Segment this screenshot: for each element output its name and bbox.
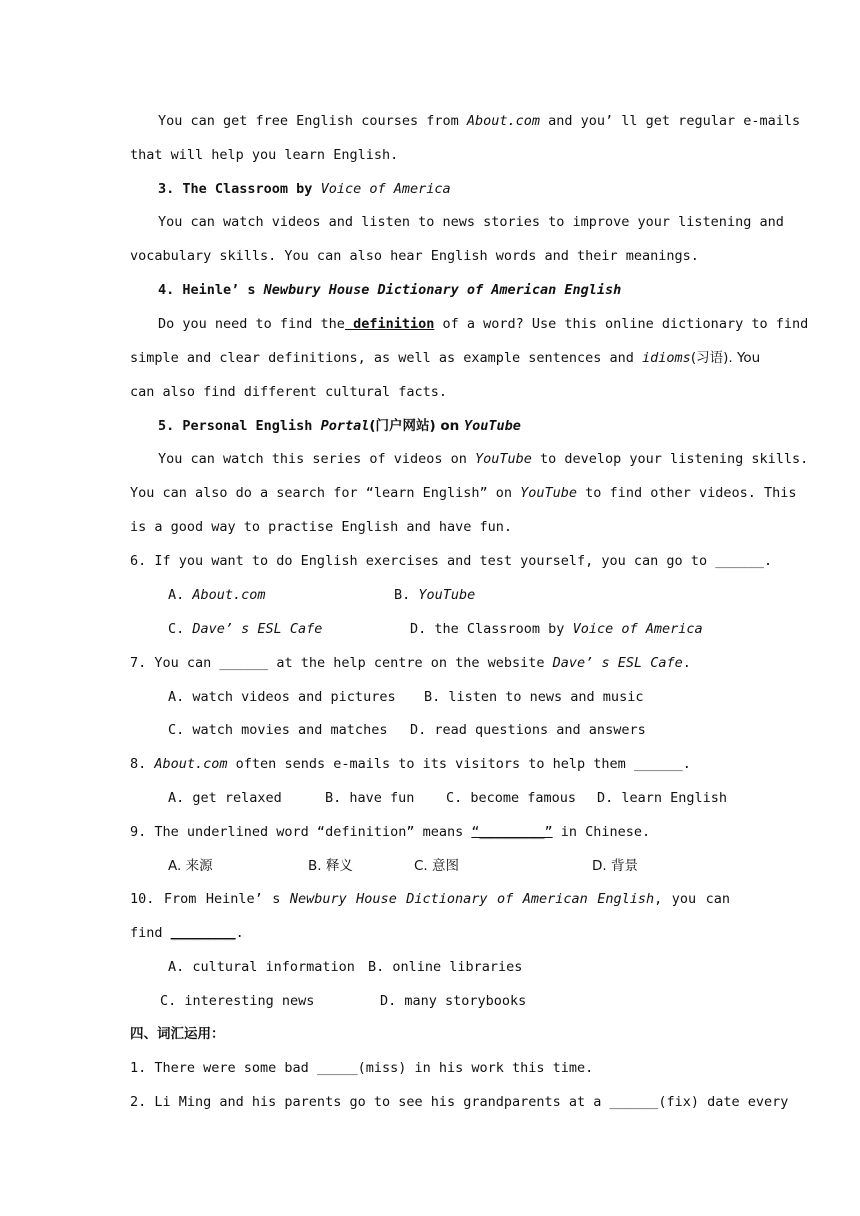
question-7-option-d: D. read questions and answers [410, 722, 646, 738]
question-8-option-a: A. get relaxed [168, 790, 282, 806]
website-heading-3: 3. The Classroom by Voice of America [158, 181, 451, 197]
question-8-option-b: B. have fun [325, 790, 415, 806]
question-10-option-a: A. cultural information [168, 959, 355, 975]
question-10-stem-line-2: find ________. [130, 925, 244, 941]
question-8-option-d: D. learn English [597, 790, 728, 806]
question-10-option-c: C. interesting news [160, 993, 315, 1009]
passage-paragraph-3-line-2: vocabulary skills. You can also hear English words and their meanings. [130, 248, 699, 264]
question-7-option-a: A. watch videos and pictures [168, 689, 396, 705]
question-6-option-d: D. the Classroom by Voice of America [410, 621, 703, 637]
passage-paragraph-5-line-2: You can also do a search for “learn English” on YouTube to find other videos. This [130, 485, 797, 501]
question-6-option-a: A. About.com [168, 587, 266, 603]
question-10-stem-line-1: 10. From Heinle’ s Newbury House Dictionary of American English, you can [130, 891, 730, 907]
question-6-option-b: B. YouTube [394, 587, 476, 603]
question-6-stem: 6. If you want to do English exercises and test yourself, you can go to ______. [130, 553, 773, 569]
passage-paragraph-3-line-1: You can watch videos and listen to news stories to improve your listening and [158, 214, 784, 230]
section-4-title: 四、词汇运用： [130, 1026, 225, 1042]
question-9-stem: 9. The underlined word “definition” means “________” in Chinese. [130, 824, 651, 840]
question-9-option-b: B. 释义 [308, 858, 353, 874]
question-7-option-c: C. watch movies and matches [168, 722, 388, 738]
question-7-option-b: B. listen to news and music [424, 689, 644, 705]
passage-paragraph-4-line-2: simple and clear definitions, as well as example sentences and idioms(习语). You [130, 350, 761, 366]
vocab-question-2: 2. Li Ming and his parents go to see his grandparents at a ______(fix) date every [130, 1094, 789, 1110]
question-10-option-b: B. online libraries [368, 959, 523, 975]
passage-paragraph-2-line-2: that will help you learn English. [130, 147, 399, 163]
passage-paragraph-4-line-1: Do you need to find the definition of a word? Use this online dictionary to find [158, 316, 809, 332]
question-6-option-c: C. Dave’ s ESL Cafe [168, 621, 323, 637]
passage-paragraph-2-line-1: You can get free English courses from About.com and you’ ll get regular e-mails [158, 113, 801, 129]
passage-paragraph-5-line-3: is a good way to practise English and have fun. [130, 519, 513, 535]
vocab-question-1: 1. There were some bad _____(miss) in his work this time. [130, 1060, 594, 1076]
site-name: About.com [466, 113, 541, 129]
question-8-option-c: C. become famous [446, 790, 577, 806]
website-heading-4: 4. Heinle’ s Newbury House Dictionary of American English [158, 282, 622, 298]
passage-paragraph-5-line-1: You can watch this series of videos on YouTube to develop your listening skills. [158, 451, 809, 467]
question-10-option-d: D. many storybooks [380, 993, 527, 1009]
website-heading-5: 5. Personal English Portal(门户网站) on YouTube [158, 418, 521, 434]
passage-paragraph-4-line-3: can also find different cultural facts. [130, 384, 447, 400]
question-8-stem: 8. About.com often sends e-mails to its visitors to help them ______. [130, 756, 691, 772]
question-9-option-a: A. 来源 [168, 858, 213, 874]
question-9-option-c: C. 意图 [414, 858, 460, 874]
question-7-stem: 7. You can ______ at the help centre on the website Dave’ s ESL Cafe. [130, 655, 691, 671]
question-9-option-d: D. 背景 [592, 858, 638, 874]
underlined-word: definition [344, 316, 435, 332]
